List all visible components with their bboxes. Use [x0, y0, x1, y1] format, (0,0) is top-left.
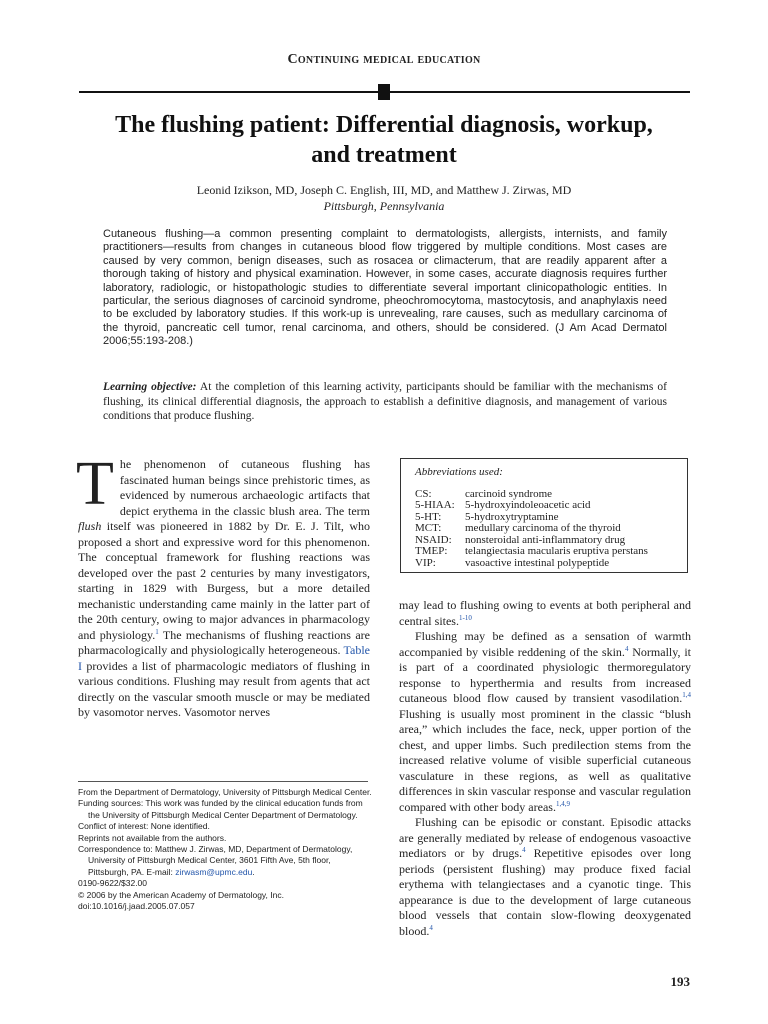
body-left-column [76, 450, 370, 721]
abbreviation-definition: carcinoid syndrome [465, 487, 553, 500]
paragraph [399, 629, 691, 815]
section-header: Continuing medical education [287, 52, 481, 67]
footnote-conflict: Conflict of interest: None identified. [78, 821, 210, 832]
reference-link[interactable]: 4 [522, 846, 526, 854]
abbreviation-definition: vasoactive intestinal polypeptide [465, 556, 610, 569]
reference-link[interactable]: 4 [624, 644, 629, 653]
abbreviation-key: TMEP: [415, 545, 448, 557]
body-text: The mechanisms of flushing reactions are pharmacologically and physiologically heterogeneous. [78, 627, 370, 657]
abbreviation-definition: 5-hydroxyindoleoacetic acid [465, 499, 591, 511]
learning-objective-label: Learning objective: [103, 381, 197, 393]
abbreviation-row [415, 523, 673, 535]
abbreviations-box [400, 458, 688, 573]
drop-cap: T [76, 450, 114, 518]
body-text: he phenomenon of cutaneous flushing has fascinated human beings since prehistoric times, as evidenced by numerous archaeologic artifacts that depict erythema in the classic blush area. The term [119, 457, 370, 518]
body-text: Normally, it is part of a coordinated physiologic thermoregulatory response to hyperthermia and results from increased cutaneous blood flow caused by transient vasodilation. [399, 644, 691, 705]
email-link[interactable]: zirwasm@upmc.edu [175, 866, 253, 877]
footnote-divider [78, 781, 368, 782]
footnote-funding: Funding sources: This work was funded by the clinical education funds from the University of Pittsburgh Medical Center Department of Dermatology. [78, 798, 363, 820]
abbreviation-definition: telangiectasia macularis eruptiva perstans [465, 545, 648, 557]
abbreviation-definition: nonsteroidal anti-inflammatory drug [465, 533, 626, 546]
footnote-reprints: Reprints not available from the authors. [78, 832, 227, 843]
abbreviation-key: VIP: [415, 556, 436, 569]
abbreviations-title: Abbreviations used: [415, 466, 503, 478]
body-text: Flushing can be episodic or constant. Episodic attacks are generally mediated by release of endogenous vasoactive mediators or by drugs. [399, 815, 691, 860]
abbreviation-key: CS: [415, 487, 432, 500]
body-text: Flushing may be defined as a sensation of warmth accompanied by visible reddening of the skin. [399, 629, 691, 659]
footnote-correspondence [78, 844, 372, 878]
article-authors: Leonid Izikson, MD, Joseph C. English, III, MD, and Matthew J. Zirwas, MD [196, 183, 572, 197]
abbreviation-row [415, 558, 673, 570]
body-right-column [399, 598, 691, 939]
footnote-issn: 0190-9622/$32.00 [78, 878, 148, 889]
paragraph [399, 815, 691, 939]
header-rule-right [389, 91, 690, 93]
abbreviation-key: MCT: [415, 522, 442, 534]
body-text: may lead to flushing owing to events at both peripheral and central sites. [399, 598, 691, 628]
paragraph [399, 598, 691, 629]
abstract: Cutaneous flushing—a common presenting complaint to dermatologists, allergists, internists, and family practitioners—results from changes in cutaneous blood flow triggered by multiple conditions. Most cases are caused by very common, benign diseases, such as rosacea or climacterum, that are readily apparent after a thorough taking of history and physical examination. However, in some cases, accurate diagnosis requires further laboratory, radiologic, or histopathologic studies to differentiate several important clinicopathologic entities. In particular, the serious diagnoses of carcinoid syndrome, pheochromocytoma, mastocytosis, and anaphylaxis need to be excluded by laboratory studies. If this work-up is unrevealing, rare causes, such as medullary carcinoma of the thyroid, pancreatic cell tumor, renal carcinoma, and others, should be considered. (J Am Acad Dermatol 2006;55:193-208.) [103, 228, 667, 348]
header-rule-left [79, 91, 379, 93]
body-text: Repetitive episodes over long periods (persistent flushing) may produce fixed facial erythema with telangiectases and a cyanotic tinge. This appearance is due to the development of large cutaneous blood vessels that contain slow-flowing deoxygenated blood. [399, 846, 691, 938]
article-title: The flushing patient: Differential diagnosis, workup, and treatment [115, 112, 653, 168]
reference-link[interactable]: 1,4,9 [555, 799, 570, 808]
footnotes [78, 787, 372, 912]
page-number: 193 [670, 974, 690, 989]
correspondence-text: Correspondence to: Matthew J. Zirwas, MD, Department of Dermatology, University of Pittsburgh Medical Center, 3601 Fifth Ave, 5th floor, Pittsburgh, PA. E-mail: [78, 844, 353, 877]
reference-link[interactable]: 1,4 [682, 691, 691, 699]
reference-link[interactable]: 4 [429, 923, 433, 932]
footnote-doi: doi:10.1016/j.jaad.2005.07.057 [78, 901, 195, 912]
reference-link[interactable]: 1 [155, 627, 159, 636]
emphasis-flush: flush [78, 519, 102, 533]
body-text: provides a list of pharmacologic mediators of flushing in various conditions. Flushing may result from agents that act directly on the vascular smooth muscle or may be mediated by vasomotor nerves. Vasomotor nerves [78, 658, 370, 719]
footnote-copyright: © 2006 by the American Academy of Dermatology, Inc. [78, 889, 284, 900]
body-text: itself was pioneered in 1882 by Dr. E. J. Tilt, who proposed a short and expressive word for this phenomenon. The conceptual framework for flushing reactions was developed over the past 2 centuries by many investigators, starting in 1829 with Burgess, but a more detailed mechanistic understanding came mainly in the latter part of the 20th century, owing to major advances in pharmacology and physiology. [78, 519, 370, 642]
abbreviation-key: 5-HT: [415, 510, 442, 523]
table-link[interactable]: Table I [78, 643, 370, 673]
abbreviation-row [415, 500, 673, 512]
abbreviation-definition: medullary carcinoma of the thyroid [465, 522, 621, 534]
abbreviation-row [415, 546, 673, 558]
abbreviation-key: NSAID: [415, 533, 452, 546]
body-text: Flushing is usually most prominent in the classic “blush area,” which includes the face, neck, upper portion of the chest, and upper limbs. Such predilection stems from the increased relative volume of visible superficial cutaneous vasculature in these regions, as well as qualitative differences in skin vascular response and vascular regulation compared with other body areas. [399, 706, 691, 814]
learning-objective [103, 380, 667, 424]
abbreviation-key: 5-HIAA: [415, 499, 455, 511]
article-affiliation: Pittsburgh, Pennsylvania [323, 199, 445, 213]
footnote-from: From the Department of Dermatology, University of Pittsburgh Medical Center. [78, 787, 372, 797]
abbreviation-definition: 5-hydroxytryptamine [465, 510, 559, 523]
learning-objective-text: At the completion of this learning activity, participants should be familiar with the mechanisms of flushing, its clinical differential diagnosis, the approach to establish a definitive diagnosis, and management of various conditions that produce flushing. [103, 381, 667, 422]
reference-link[interactable]: 1-10 [458, 613, 472, 622]
email-suffix: . [252, 866, 255, 877]
